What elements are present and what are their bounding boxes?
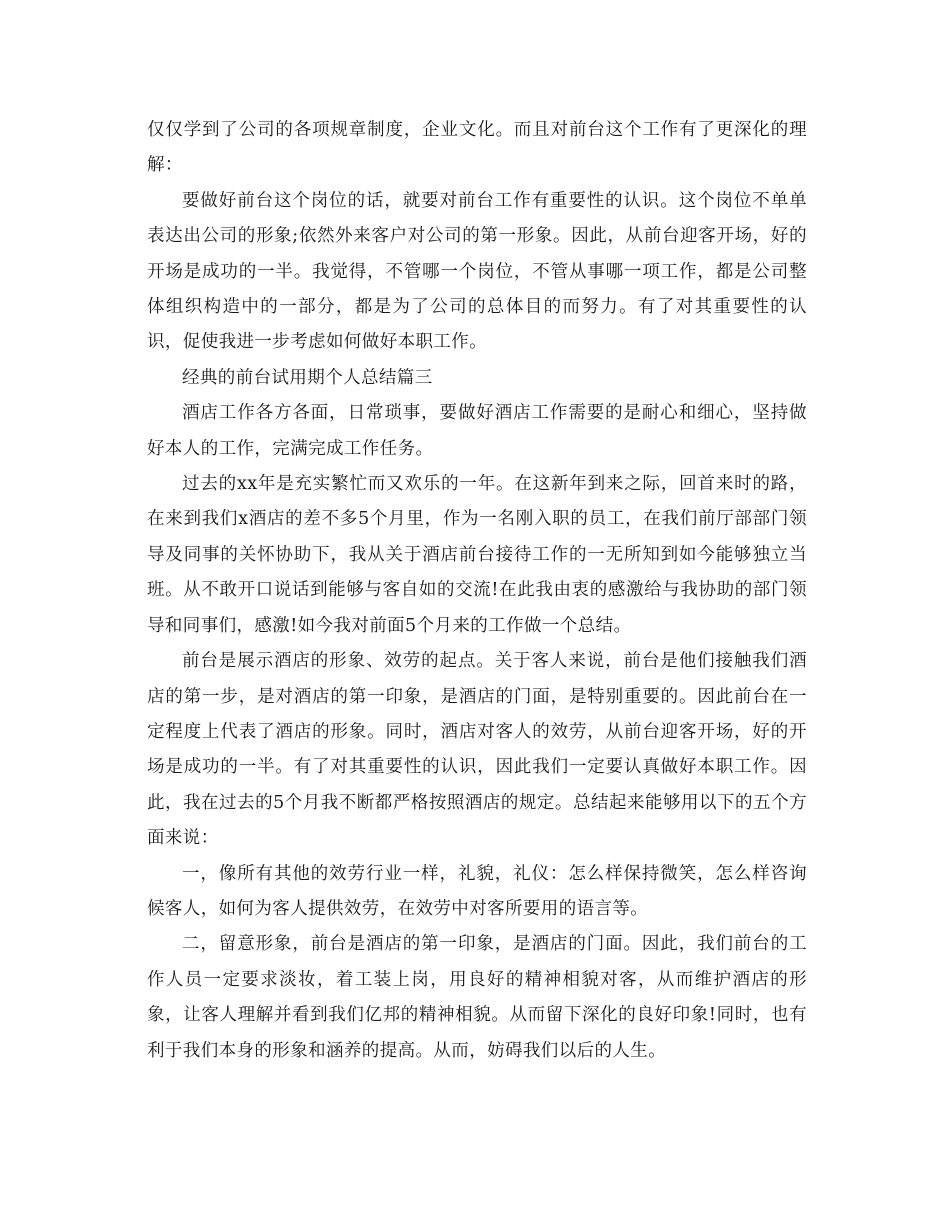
paragraph-front-desk-image: 前台是展示酒店的形象、效劳的起点。关于客人来说，前台是他们接触我们酒店的第一步，是对酒店的第一印象，是酒店的门面，是特别重要的。因此前台在一定程度上代表了酒店的形象。同时，酒店对客人的效劳，从前台迎客开场，好的开场是成功的一半。有了对其重要性的认识，因此我们一定要认真做好本职工作。因此，我在过去的5个月我不断都严格按照酒店的规定。总结起来能够用以下的五个方面来说：: [147, 651, 807, 849]
paragraph-hotel-work: 酒店工作各方各面，日常琐事，要做好酒店工作需要的是耐心和细心，坚持做好本人的工作，完满完成工作任务。: [147, 403, 807, 459]
paragraph-past-year: 过去的xx年是充实繁忙而又欢乐的一年。在这新年到来之际，回首来时的路，在来到我们x酒店的差不多5个月里，作为一名刚入职的员工，在我们前厅部部门领导及同事的关怀协助下，我从关于酒店前台接待工作的一无所知到如今能够独立当班。从不敢开口说话到能够与客自如的交流!在此我由衷的感激给与我协助的部门领导和同事们，感激!如今我对前面5个月来的工作做一个总结。: [147, 474, 807, 636]
paragraph-point-two: 二，留意形象，前台是酒店的第一印象，是酒店的门面。因此，我们前台的工作人员一定要求淡妆，着工装上岗，用良好的精神相貌对客，从而维护酒店的形象，让客人理解并看到我们亿邦的精神相貌。从而留下深化的良好印象!同时，也有利于我们本身的形象和涵养的提高。从而，妨碍我们以后的人生。: [147, 934, 807, 1061]
paragraph-point-one: 一，像所有其他的效劳行业一样，礼貌，礼仪：怎么样保持微笑，怎么样咨询候客人，如何为客人提供效劳，在效劳中对客所要用的语言等。: [147, 863, 807, 919]
paragraph-front-desk-importance: 要做好前台这个岗位的话，就要对前台工作有重要性的认识。这个岗位不单单表达出公司的形象;依然外来客户对公司的第一形象。因此，从前台迎客开场，好的开场是成功的一半。我觉得，不管哪一个岗位，不管从事哪一项工作，都是公司整体组织构造中的一部分，都是为了公司的总体目的而努力。有了对其重要性的认识，促使我进一步考虑如何做好本职工作。: [147, 190, 807, 353]
section-heading: 经典的前台试用期个人总结篇三: [182, 367, 433, 388]
document-body: [147, 113, 807, 1069]
paragraph-continuation: 仅仅学到了公司的各项规章制度，企业文化。而且对前台这个工作有了更深化的理解：: [147, 120, 807, 176]
